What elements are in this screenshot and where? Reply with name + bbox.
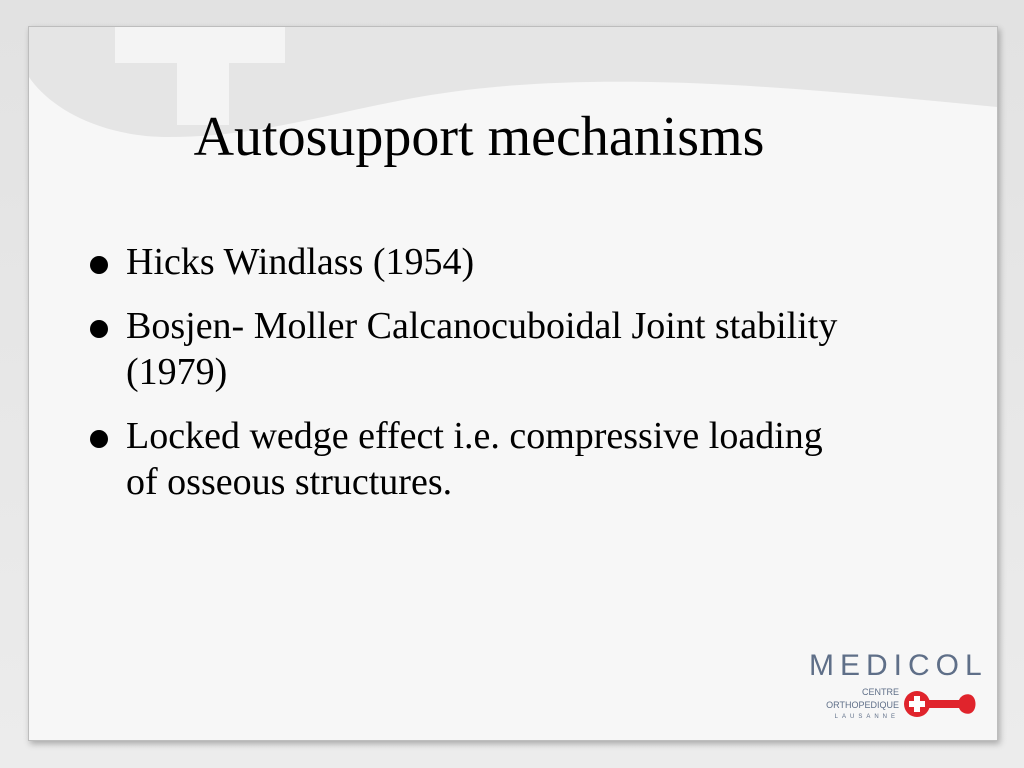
slide-title: Autosupport mechanisms (193, 106, 765, 168)
logo-line-orthopedique: ORTHOPEDIQUE (826, 700, 899, 710)
bullet-item (87, 303, 847, 395)
logo-line-centre: CENTRE (861, 687, 899, 697)
bullet-dot-icon (90, 430, 108, 448)
bullet-text: Hicks Windlass (1954) (126, 241, 475, 283)
bullet-item (87, 239, 847, 285)
slide (28, 26, 998, 741)
bullet-dot-icon (90, 256, 108, 274)
bullet-text: Bosjen- Moller Calcanocuboidal Joint stability (1979) (126, 305, 838, 393)
bullet-dot-icon (90, 320, 108, 338)
bullet-item (87, 413, 847, 505)
logo-name: MEDICOL (809, 649, 988, 682)
medicol-logo (809, 649, 988, 725)
logo-line-lausanne: LAUSANNE (834, 714, 899, 720)
bullet-text: Locked wedge effect i.e. compressive loading of osseous structures. (126, 415, 823, 503)
swiss-cross-icon (903, 689, 979, 719)
bullet-list (87, 239, 847, 523)
